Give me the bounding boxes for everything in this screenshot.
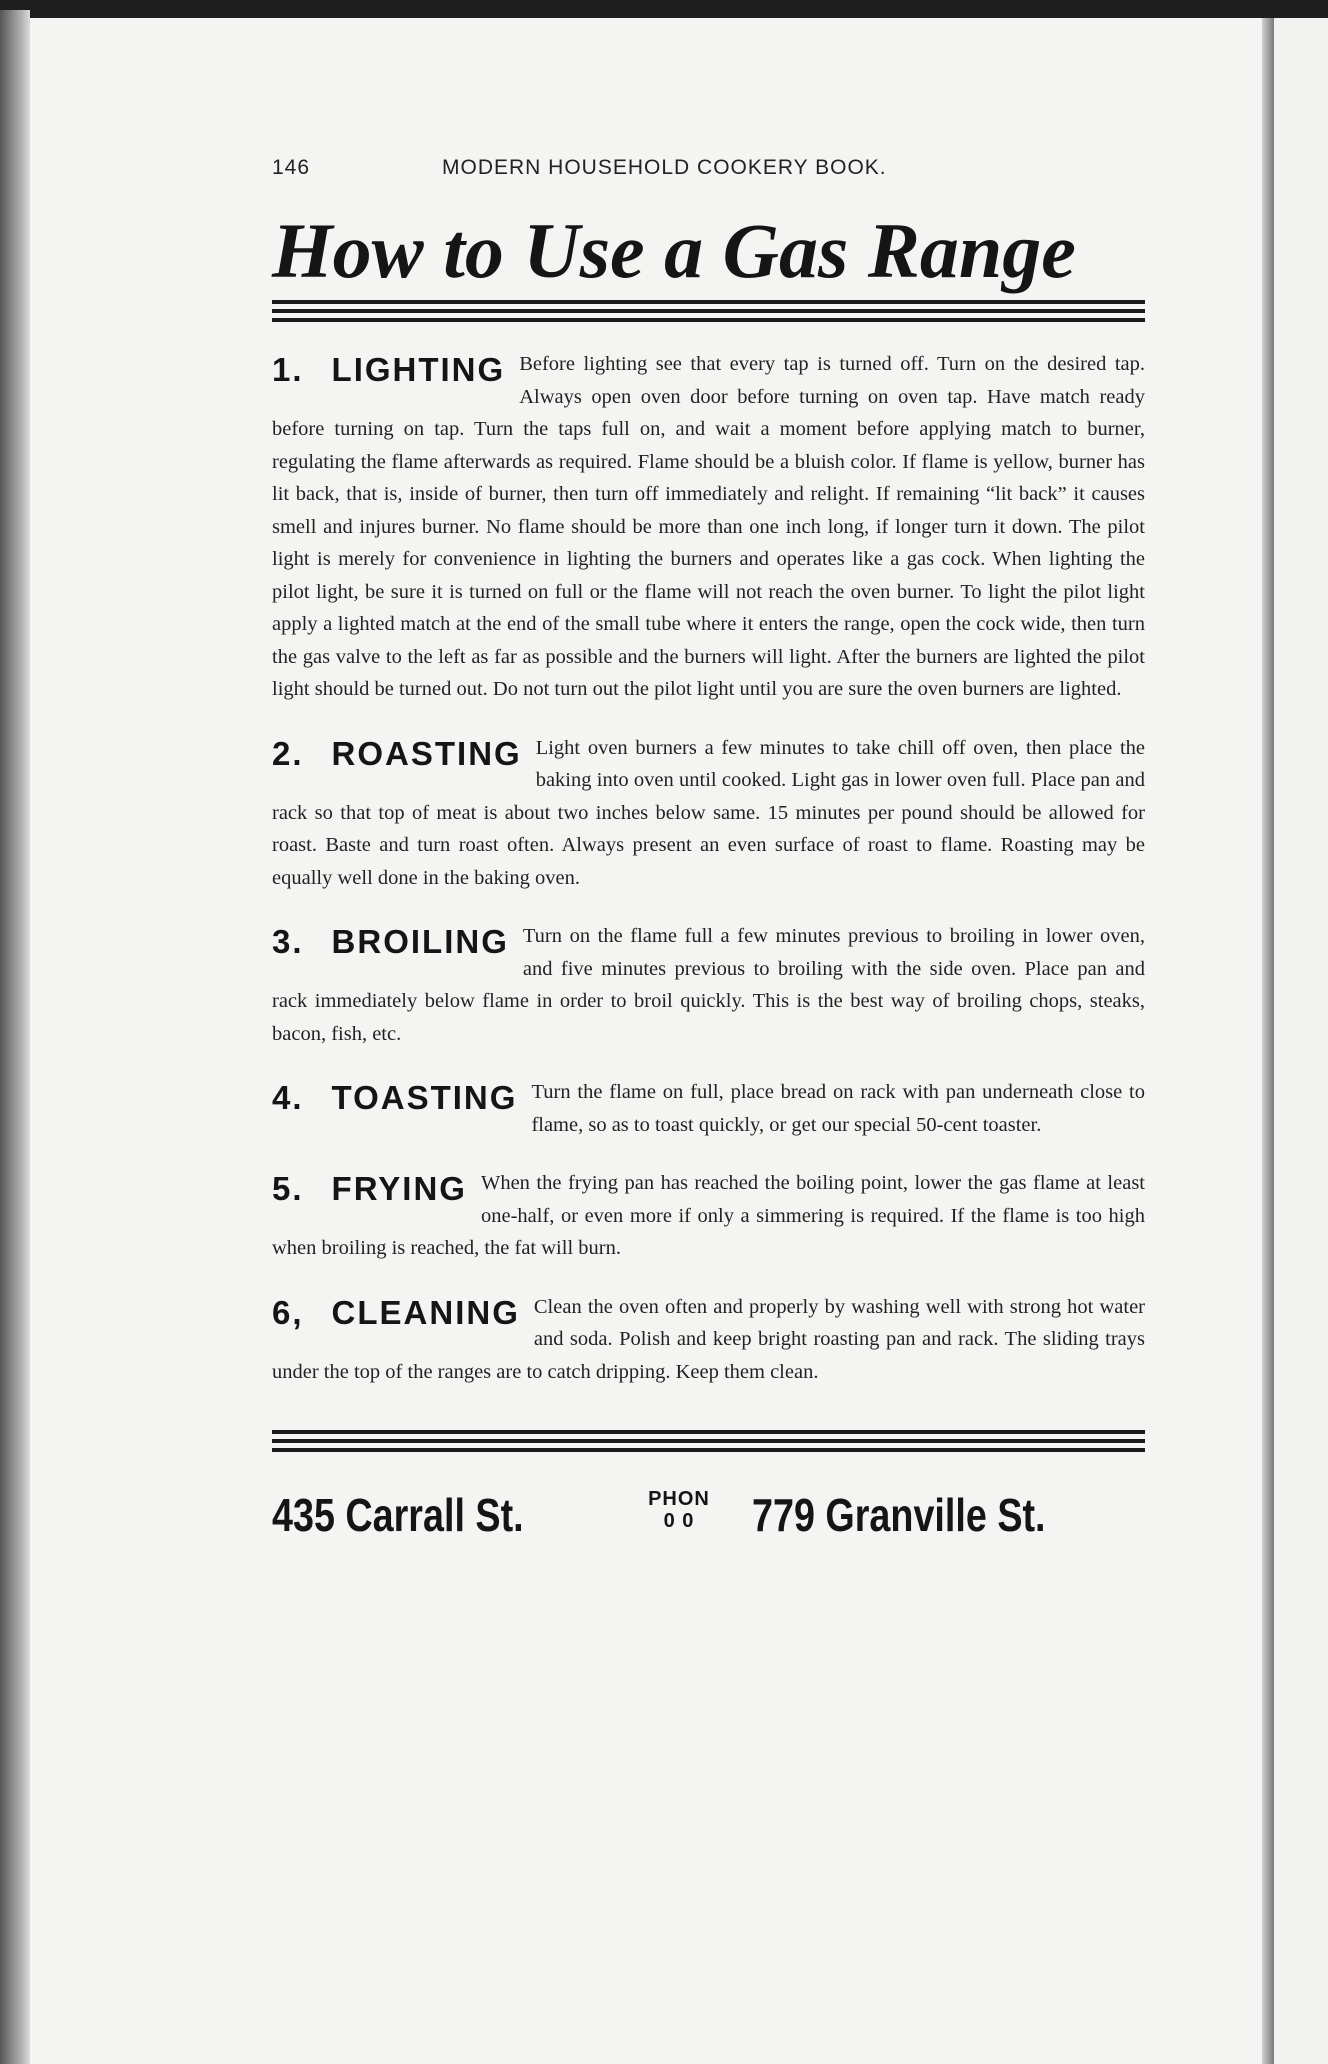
footer-addresses [272,1482,1145,1552]
section-heading [272,920,509,962]
section-heading [272,1167,467,1209]
rule-line [272,1439,1145,1443]
section-number: 6, [272,1293,304,1331]
title-divider-rules [272,300,1145,322]
section-text: Clean the oven often and properly by washing well with strong hot water and soda. Polish and keep bright roasting pan and rack. The sliding trays under the top of the ranges are to catch dripping. Keep them clean. [272,1295,1145,1383]
rule-line [272,1430,1145,1434]
section-heading-text: BROILING [331,923,509,960]
section-heading-text: CLEANING [331,1293,520,1331]
section-heading [272,1076,517,1118]
page-number: 146 [272,156,311,179]
rule-line [272,300,1145,304]
section-broiling [272,920,1145,1050]
section-text: Turn the flame on full, place bread on rack with pan underneath close to flame, so as to toast quickly, or get our special 50-cent toaster. [531,1081,1145,1136]
section-number: 5. [272,1170,304,1207]
section-lighting [272,348,1145,706]
address-left: 435 Carrall St. [272,1489,524,1541]
footer-divider-rules [272,1430,1145,1452]
section-number: 1. [272,351,304,388]
section-toasting [272,1076,1145,1141]
next-page-strip [1274,18,1328,2064]
section-text: Turn on the flame full a few minutes previous to broiling in lower oven, and five minutes previous to broiling with the side oven. Place pan and rack immediately below flame in order to broil quickly. This is the best way of broiling chops, steaks, bacon, fish, etc. [272,925,1145,1045]
section-number: 4. [272,1079,304,1116]
section-heading [272,348,505,390]
phone-block [644,1488,714,1532]
phone-label: PHON [648,1488,710,1510]
section-text: Before lighting see that every tap is turned off. Turn on the desired tap. Always open oven door before turning on oven tap. Have match ready before turning on tap. Turn the taps full on, and wait a moment before applying match to burner, regulating the flame afterwards as required. Flame should be a bluish color. If flame is yellow, burner has lit back, that is, inside of burner, then turn off immediately and relight. If remaining “lit back” it causes smell and injures burner. No flame should be more than one inch long, if longer turn it down. The pilot light is merely for convenience in lighting the burners and operates like a gas cock. When lighting the pilot light, be sure it is turned on full or the flame will not reach the oven burner. To light the pilot light apply a lighted match at the end of the small tube where it enters the range, open the cock wide, then turn the gas valve to the left as far as possible and the burners will light. After the burners are lighted the pilot light should be turned out. Do not turn out the pilot light until you are sure the oven burners are lighted. [272,353,1145,700]
section-heading [272,732,522,774]
section-roasting [272,732,1145,895]
page-content [272,148,1145,1552]
rule-line [272,1448,1145,1452]
page-title: How to Use a Gas Range [272,207,1076,294]
section-text: Light oven burners a few minutes to take chill off oven, then place the baking into oven until cooked. Light gas in lower oven full. Place pan and rack so that top of meat is about two inches below same. 15 minutes per pound should be allowed for roast. Baste and turn roast often. Always present an even surface of roast to flame. Roasting may be equally well done in the baking oven. [272,736,1145,889]
section-heading [272,1291,520,1333]
page-edge-shadow [1262,18,1274,2064]
section-number: 3. [272,923,304,960]
section-frying [272,1167,1145,1265]
rule-line [272,318,1145,322]
section-heading-text: LIGHTING [331,351,506,388]
section-heading-text: FRYING [331,1170,467,1207]
phone-number: 0 0 [663,1510,695,1532]
section-text: When the frying pan has reached the boiling point, lower the gas flame at least one-half, or even more if only a simmering is required. If the flame is too high when broiling is reached, the fat will burn. [272,1172,1145,1259]
address-right: 779 Granville St. [752,1489,1046,1541]
section-number: 2. [272,734,304,772]
rule-line [272,309,1145,313]
running-head [272,148,1145,178]
section-cleaning [272,1291,1145,1389]
section-heading-text: TOASTING [331,1079,518,1116]
book-spine [0,10,30,2064]
section-heading-text: ROASTING [331,734,522,772]
book-title: MODERN HOUSEHOLD COOKERY BOOK. [442,156,887,179]
